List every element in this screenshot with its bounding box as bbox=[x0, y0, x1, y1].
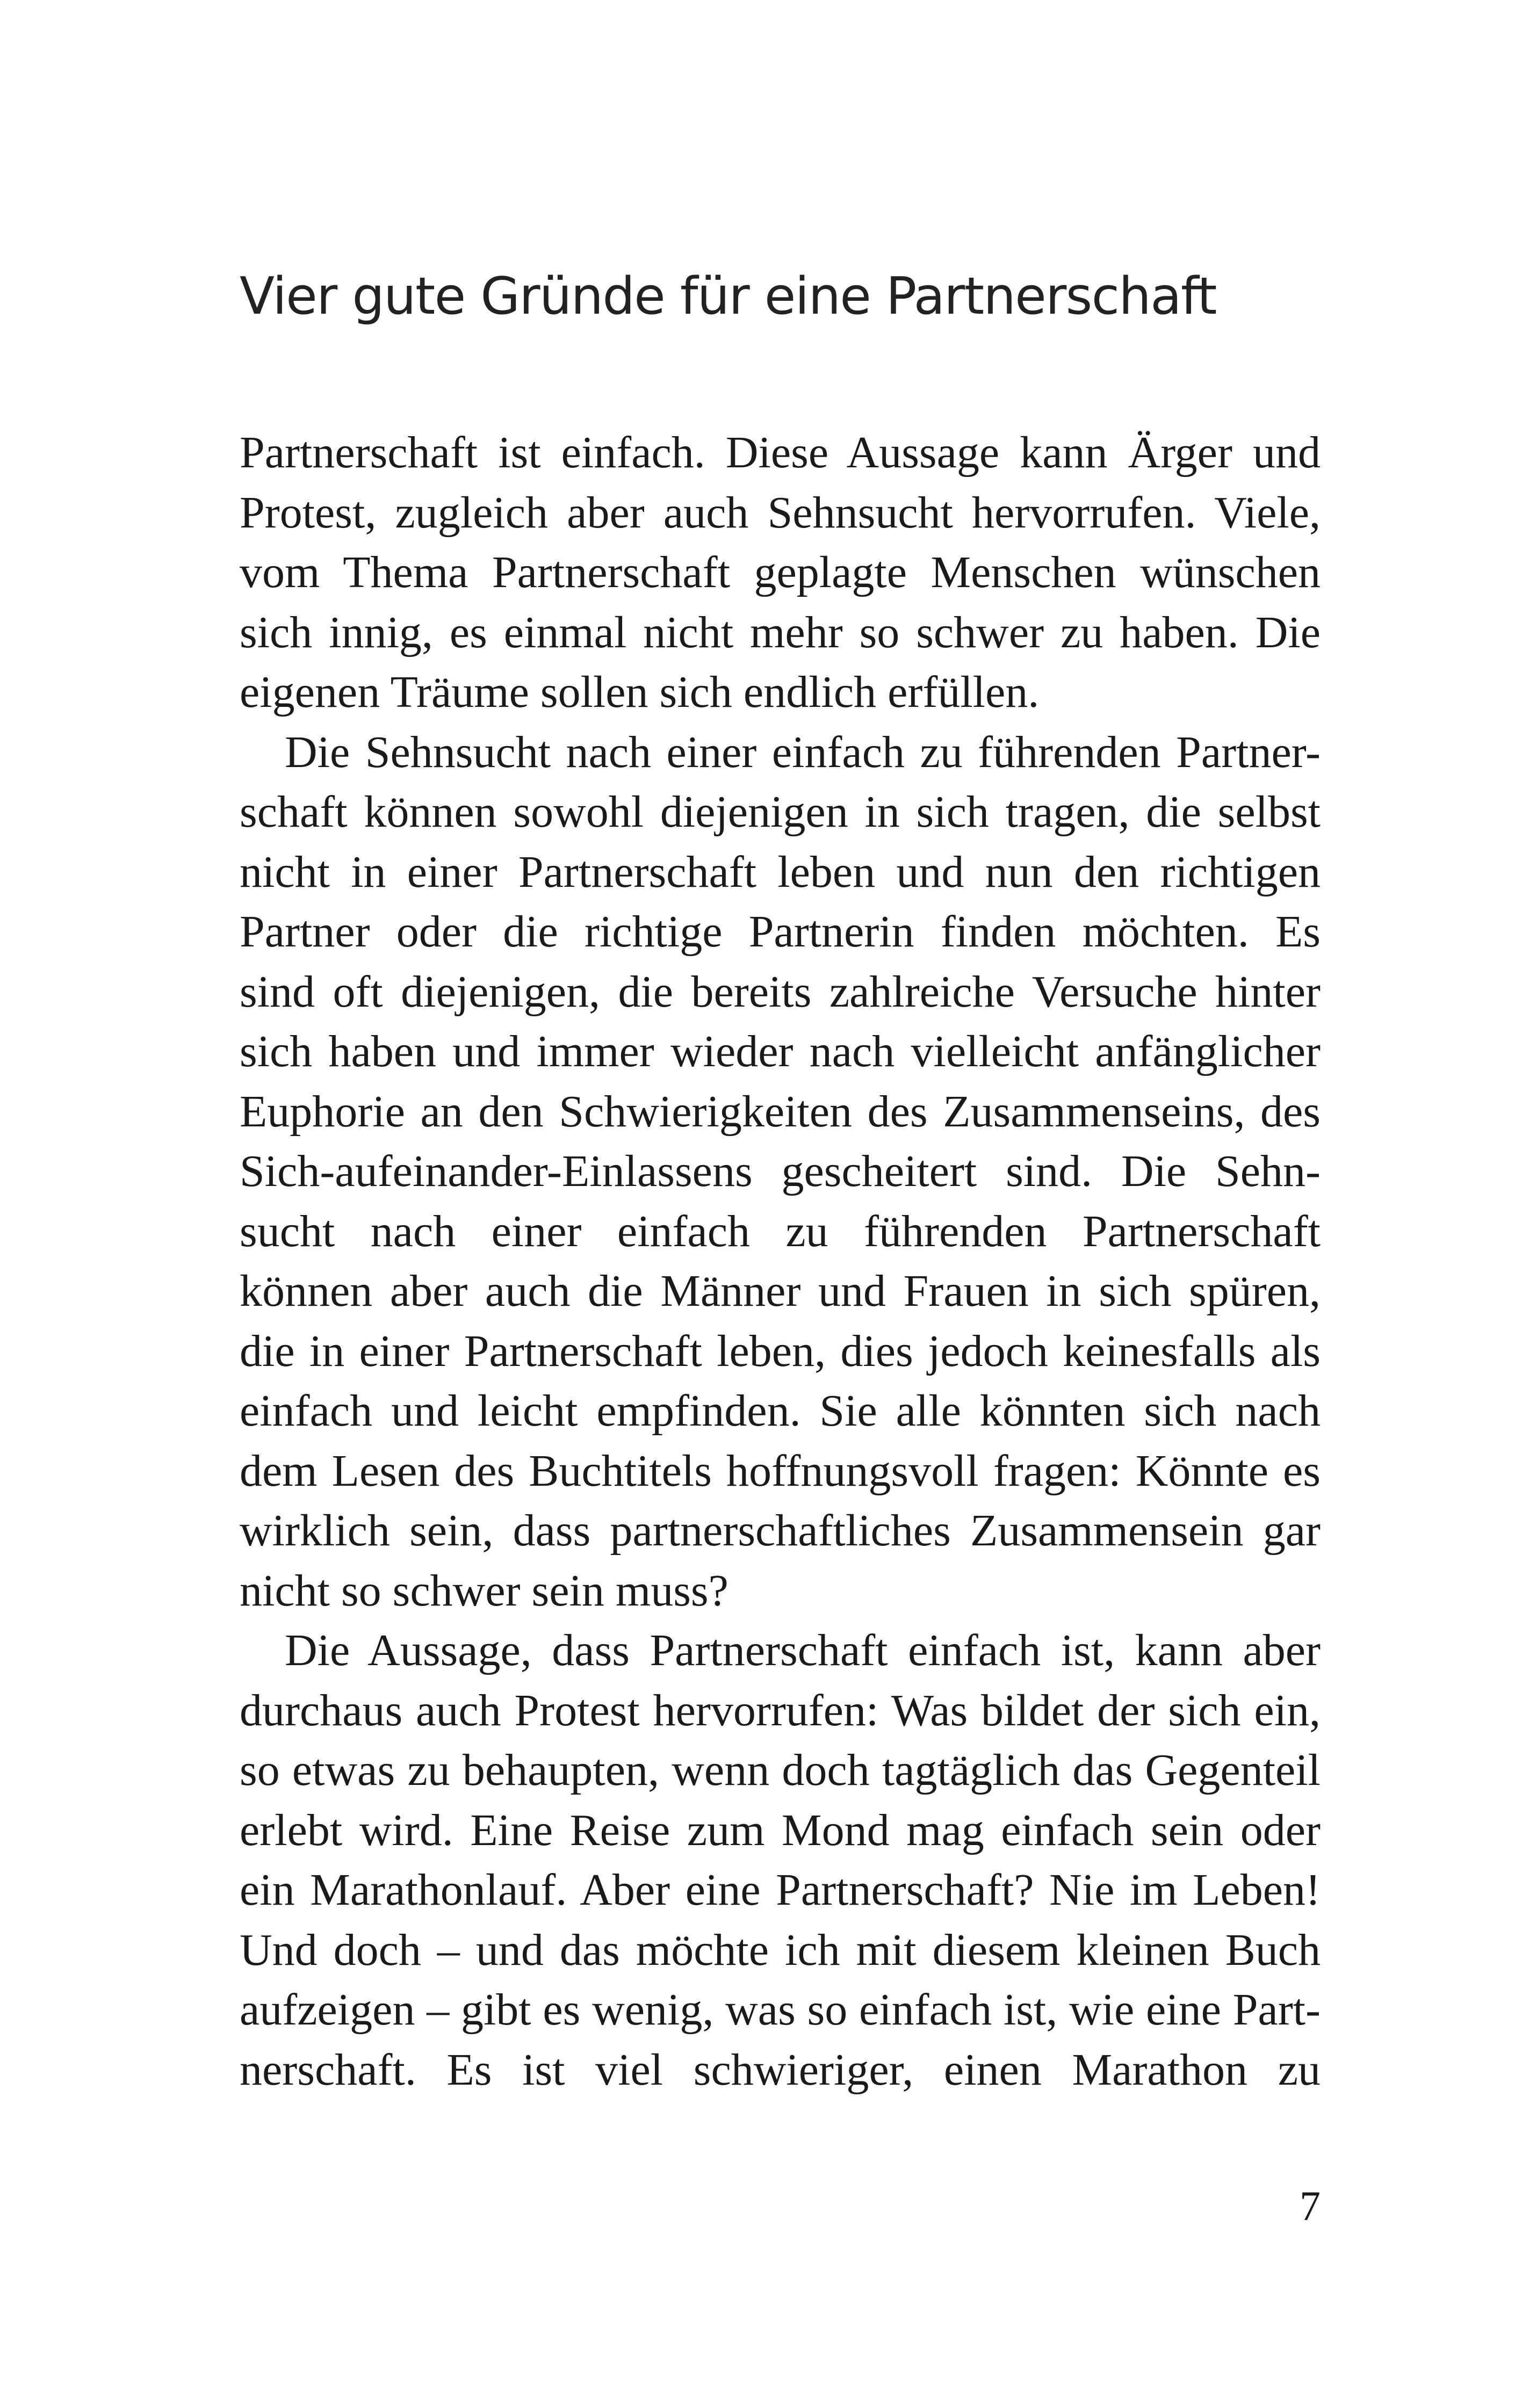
text-line: eigenen Träume sollen sich endlich erfüllen. bbox=[240, 667, 1040, 717]
text-line: Partnerschaft ist einfach. Diese Aussage kann Ärger und bbox=[240, 428, 1321, 478]
text-line: nicht so schwer sein muss? bbox=[240, 1565, 728, 1616]
paragraph-2 bbox=[240, 722, 1321, 1621]
text-line: so etwas zu behaupten, wenn doch tagtäglich das Gegenteil bbox=[240, 1745, 1321, 1795]
text-line: Die Sehnsucht nach einer einfach zu führenden Partner- bbox=[285, 727, 1321, 777]
text-line: können aber auch die Männer und Frauen in sich spüren, bbox=[240, 1266, 1321, 1316]
text-line: wirklich sein, dass partnerschaftliches Zusammensein gar bbox=[240, 1506, 1321, 1556]
text-line: schaft können sowohl diejenigen in sich tragen, die selbst bbox=[240, 787, 1321, 837]
text-line: Partner oder die richtige Partnerin finden möchten. Es bbox=[240, 907, 1321, 957]
text-line: sucht nach einer einfach zu führenden Partnerschaft bbox=[240, 1206, 1321, 1256]
text-line: Die Aussage, dass Partnerschaft einfach ist, kann aber bbox=[285, 1625, 1321, 1675]
text-line: Protest, zugleich aber auch Sehnsucht hervorrufen. Viele, bbox=[240, 487, 1321, 538]
text-line: aufzeigen – gibt es wenig, was so einfach ist, wie eine Part- bbox=[240, 1985, 1321, 2035]
text-line: sich innig, es einmal nicht mehr so schwer zu haben. Die bbox=[240, 607, 1321, 657]
text-line: Und doch – und das möchte ich mit diesem kleinen Buch bbox=[240, 1925, 1321, 1975]
text-line: einfach und leicht empfinden. Sie alle könnten sich nach bbox=[240, 1386, 1321, 1436]
text-line: nicht in einer Partnerschaft leben und nun den richtigen bbox=[240, 847, 1321, 897]
text-line: erlebt wird. Eine Reise zum Mond mag einfach sein oder bbox=[240, 1805, 1321, 1855]
text-line: sind oft diejenigen, die bereits zahlreiche Versuche hinter bbox=[240, 966, 1321, 1017]
text-line: die in einer Partnerschaft leben, dies jedoch keinesfalls als bbox=[240, 1326, 1321, 1376]
chapter-title: Vier gute Gründe für eine Partnerschaft bbox=[240, 267, 1216, 326]
text-line: Euphorie an den Schwierigkeiten des Zusammenseins, des bbox=[240, 1086, 1321, 1137]
text-line: sich haben und immer wieder nach vielleicht anfänglicher bbox=[240, 1026, 1321, 1076]
page-number: 7 bbox=[1300, 2182, 1321, 2229]
text-line: ein Marathonlauf. Aber eine Partnerschaft? Nie im Leben! bbox=[240, 1865, 1321, 1915]
text-line: Sich-aufeinander-Einlassens gescheitert sind. Die Sehn- bbox=[240, 1146, 1321, 1196]
text-line: durchaus auch Protest hervorrufen: Was bildet der sich ein, bbox=[240, 1685, 1321, 1736]
paragraph-3 bbox=[240, 1621, 1321, 2100]
paragraph-1 bbox=[240, 423, 1321, 722]
text-line: dem Lesen des Buchtitels hoffnungsvoll fragen: Könnte es bbox=[240, 1445, 1321, 1496]
text-line: vom Thema Partnerschaft geplagte Menschen wünschen bbox=[240, 547, 1321, 597]
body-text bbox=[240, 423, 1321, 2100]
text-line: nerschaft. Es ist viel schwieriger, einen Marathon zu bbox=[240, 2044, 1321, 2095]
